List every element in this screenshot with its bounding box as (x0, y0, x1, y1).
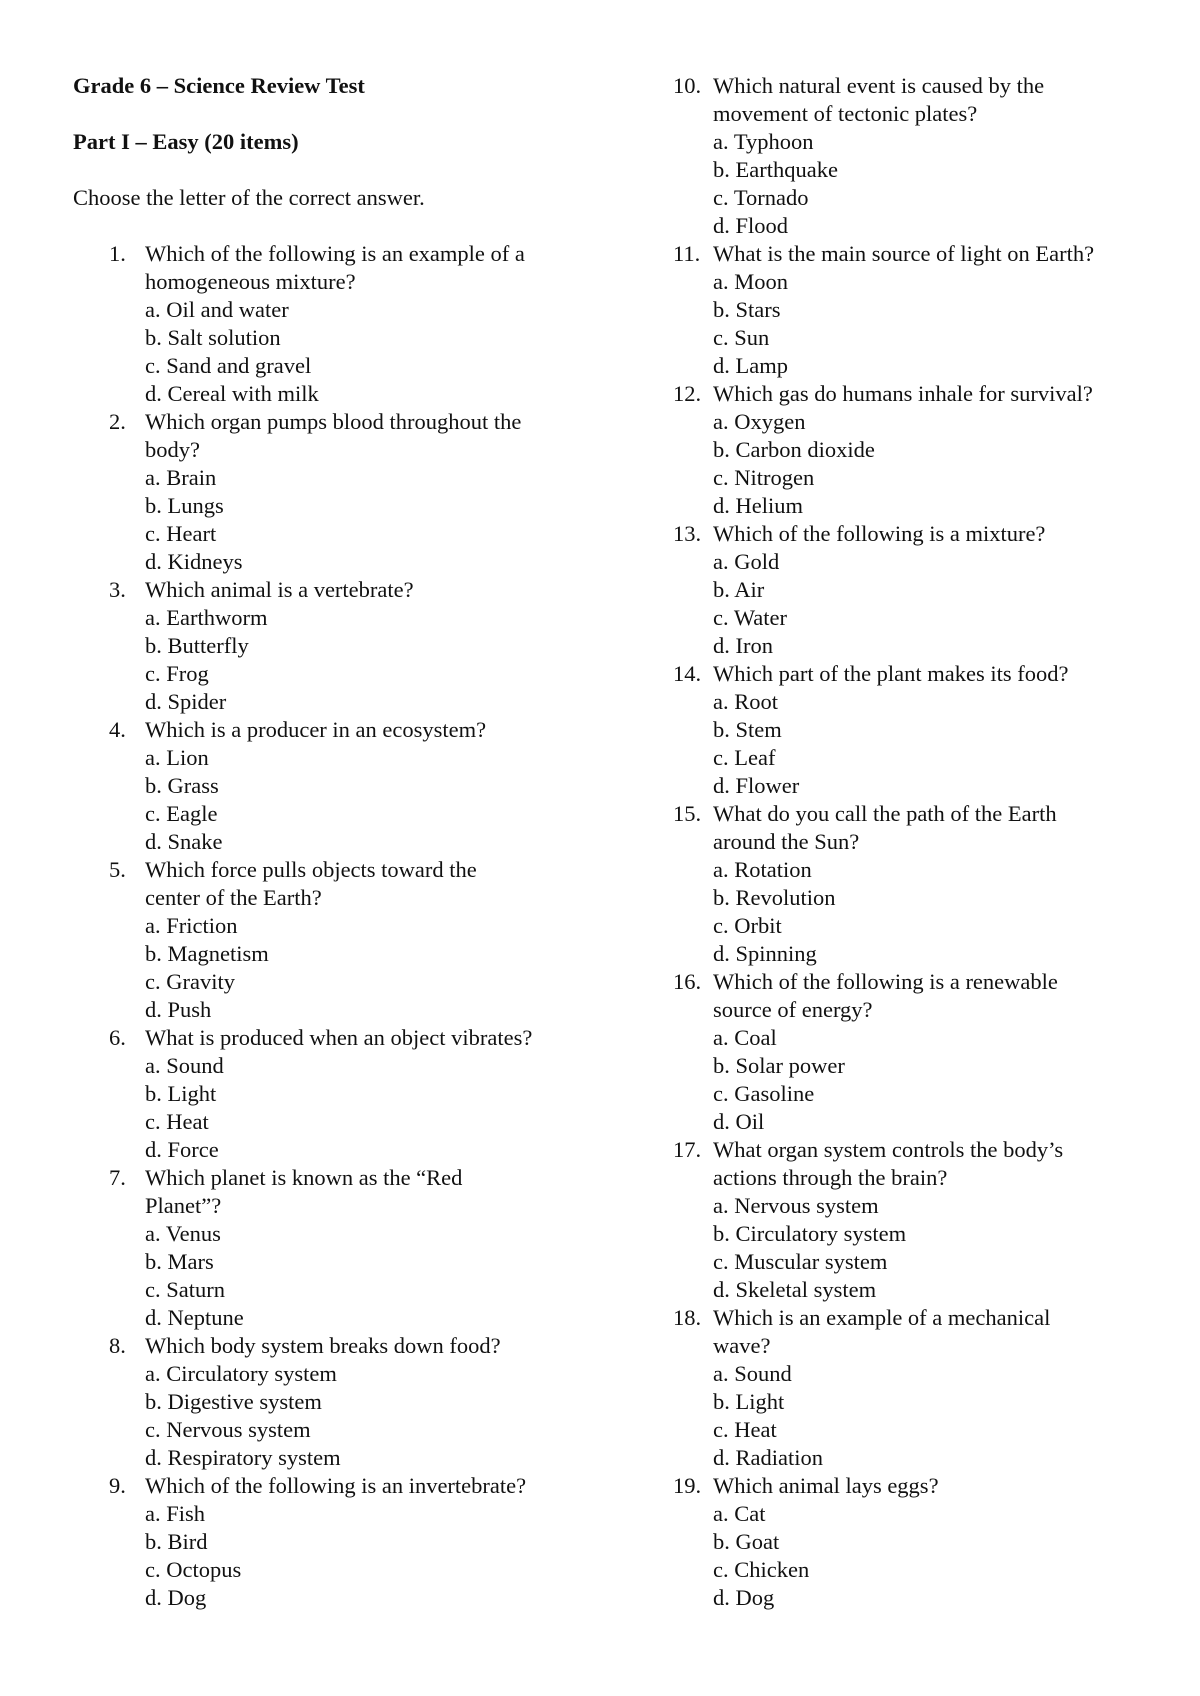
question-text: Which of the following is a mixture? (713, 521, 1046, 546)
question-item (73, 1024, 573, 1164)
answer-option: c. Frog (145, 661, 209, 686)
question-text: Which force pulls objects toward the (145, 857, 477, 882)
answer-option: a. Venus (145, 1221, 221, 1246)
question-item (673, 660, 1143, 800)
answer-option: d. Dog (713, 1585, 775, 1610)
answer-option: a. Fish (145, 1501, 206, 1526)
answer-option: d. Lamp (713, 353, 788, 378)
answer-option: a. Oil and water (145, 297, 289, 322)
answer-option: b. Light (713, 1389, 785, 1414)
answer-option: c. Water (713, 605, 787, 630)
question-item (73, 716, 573, 856)
question-item (673, 1304, 1143, 1472)
question-text: center of the Earth? (145, 885, 322, 910)
question-number: 2. (109, 409, 126, 434)
question-text: Which natural event is caused by the (713, 73, 1045, 98)
answer-option: c. Nervous system (145, 1417, 311, 1442)
question-text: around the Sun? (713, 829, 860, 854)
question-number: 15. (673, 801, 702, 826)
answer-option: b. Stem (713, 717, 782, 742)
answer-option: b. Bird (145, 1529, 208, 1554)
answer-option: c. Heat (145, 1109, 209, 1134)
question-text: wave? (713, 1333, 771, 1358)
answer-option: b. Circulatory system (713, 1221, 907, 1246)
answer-option: c. Gravity (145, 969, 235, 994)
answer-option: c. Heat (713, 1417, 777, 1442)
question-text: What is produced when an object vibrates? (145, 1025, 533, 1050)
question-text: body? (145, 437, 200, 462)
question-item (673, 800, 1143, 968)
answer-option: c. Octopus (145, 1557, 242, 1582)
question-text: Which animal lays eggs? (713, 1473, 939, 1498)
question-number: 19. (673, 1473, 702, 1498)
question-text: Which of the following is an example of a (145, 241, 525, 266)
answer-option: c. Eagle (145, 801, 218, 826)
answer-option: c. Orbit (713, 913, 782, 938)
answer-option: d. Oil (713, 1109, 765, 1134)
answer-option: a. Root (713, 689, 778, 714)
question-number: 6. (109, 1025, 126, 1050)
answer-option: c. Heart (145, 521, 217, 546)
question-text: Which animal is a vertebrate? (145, 577, 414, 602)
answer-option: b. Air (713, 577, 765, 602)
answer-option: a. Brain (145, 465, 217, 490)
question-number: 10. (673, 73, 702, 98)
question-column-right (673, 72, 1143, 1612)
question-text: What do you call the path of the Earth (713, 801, 1057, 826)
answer-option: c. Gasoline (713, 1081, 815, 1106)
question-text: Which of the following is a renewable (713, 969, 1058, 994)
answer-option: a. Sound (713, 1361, 792, 1386)
question-item (73, 856, 573, 1024)
question-text: Which part of the plant makes its food? (713, 661, 1069, 686)
answer-option: b. Grass (145, 773, 219, 798)
answer-option: d. Neptune (145, 1305, 244, 1330)
question-text: Which is an example of a mechanical (713, 1305, 1051, 1330)
answer-option: b. Carbon dioxide (713, 437, 875, 462)
question-item (673, 380, 1143, 520)
answer-option: b. Digestive system (145, 1389, 322, 1414)
question-item (73, 1164, 573, 1332)
question-text: movement of tectonic plates? (713, 101, 978, 126)
answer-option: d. Force (145, 1137, 219, 1162)
answer-option: a. Lion (145, 745, 209, 770)
question-text: Which gas do humans inhale for survival? (713, 381, 1093, 406)
answer-option: a. Nervous system (713, 1193, 879, 1218)
answer-option: c. Muscular system (713, 1249, 888, 1274)
question-item (673, 968, 1143, 1136)
question-number: 8. (109, 1333, 126, 1358)
answer-option: a. Earthworm (145, 605, 268, 630)
answer-option: b. Butterfly (145, 633, 249, 658)
question-text: What is the main source of light on Earth? (713, 241, 1095, 266)
question-number: 7. (109, 1165, 126, 1190)
answer-option: c. Sun (713, 325, 770, 350)
question-item (673, 1136, 1143, 1304)
answer-option: a. Circulatory system (145, 1361, 337, 1386)
question-item (73, 240, 573, 408)
question-number: 12. (673, 381, 702, 406)
answer-option: d. Flood (713, 213, 789, 238)
question-number: 18. (673, 1305, 702, 1330)
answer-option: d. Spider (145, 689, 227, 714)
question-text: Which is a producer in an ecosystem? (145, 717, 487, 742)
question-item (73, 576, 573, 716)
page-title: Grade 6 – Science Review Test (73, 73, 365, 98)
answer-option: a. Coal (713, 1025, 777, 1050)
question-number: 13. (673, 521, 702, 546)
answer-option: d. Skeletal system (713, 1277, 877, 1302)
answer-option: a. Sound (145, 1053, 224, 1078)
answer-option: d. Cereal with milk (145, 381, 319, 406)
question-item (673, 72, 1143, 240)
answer-option: c. Tornado (713, 185, 809, 210)
answer-option: a. Rotation (713, 857, 812, 882)
question-text: Which planet is known as the “Red (145, 1165, 463, 1190)
question-number: 5. (109, 857, 126, 882)
question-text: actions through the brain? (713, 1165, 948, 1190)
question-text: Planet”? (145, 1193, 222, 1218)
instructions: Choose the letter of the correct answer. (73, 185, 425, 210)
answer-option: a. Moon (713, 269, 788, 294)
question-number: 4. (109, 717, 126, 742)
answer-option: c. Saturn (145, 1277, 225, 1302)
answer-option: b. Earthquake (713, 157, 838, 182)
question-item (73, 1332, 573, 1472)
question-item (673, 520, 1143, 660)
answer-option: b. Salt solution (145, 325, 281, 350)
question-number: 16. (673, 969, 702, 994)
answer-option: d. Dog (145, 1585, 207, 1610)
section-heading: Part I – Easy (20 items) (73, 129, 299, 154)
answer-option: d. Radiation (713, 1445, 823, 1470)
answer-option: a. Gold (713, 549, 780, 574)
question-item (73, 1472, 573, 1612)
question-text: homogeneous mixture? (145, 269, 356, 294)
question-number: 17. (673, 1137, 702, 1162)
question-item (73, 408, 573, 576)
question-number: 1. (109, 241, 126, 266)
question-number: 3. (109, 577, 126, 602)
answer-option: b. Goat (713, 1529, 780, 1554)
question-column-left (73, 240, 573, 1612)
answer-option: a. Cat (713, 1501, 766, 1526)
answer-option: b. Stars (713, 297, 781, 322)
answer-option: b. Revolution (713, 885, 836, 910)
answer-option: c. Chicken (713, 1557, 810, 1582)
answer-option: d. Push (145, 997, 212, 1022)
question-number: 11. (673, 241, 701, 266)
answer-option: d. Respiratory system (145, 1445, 341, 1470)
answer-option: c. Nitrogen (713, 465, 815, 490)
answer-option: d. Iron (713, 633, 773, 658)
question-text: Which organ pumps blood throughout the (145, 409, 522, 434)
question-item (673, 240, 1143, 380)
question-text: Which of the following is an invertebrate? (145, 1473, 527, 1498)
answer-option: b. Light (145, 1081, 217, 1106)
question-text: source of energy? (713, 997, 873, 1022)
question-text: What organ system controls the body’s (713, 1137, 1064, 1162)
answer-option: a. Friction (145, 913, 238, 938)
answer-option: d. Helium (713, 493, 803, 518)
answer-option: c. Sand and gravel (145, 353, 312, 378)
answer-option: a. Oxygen (713, 409, 806, 434)
answer-option: d. Flower (713, 773, 800, 798)
answer-option: b. Lungs (145, 493, 224, 518)
answer-option: a. Typhoon (713, 129, 814, 154)
question-number: 9. (109, 1473, 126, 1498)
question-number: 14. (673, 661, 702, 686)
question-item (673, 1472, 1143, 1612)
answer-option: d. Kidneys (145, 549, 243, 574)
answer-option: d. Snake (145, 829, 223, 854)
answer-option: d. Spinning (713, 941, 817, 966)
question-text: Which body system breaks down food? (145, 1333, 501, 1358)
answer-option: b. Solar power (713, 1053, 845, 1078)
answer-option: c. Leaf (713, 745, 776, 770)
answer-option: b. Mars (145, 1249, 214, 1274)
answer-option: b. Magnetism (145, 941, 269, 966)
